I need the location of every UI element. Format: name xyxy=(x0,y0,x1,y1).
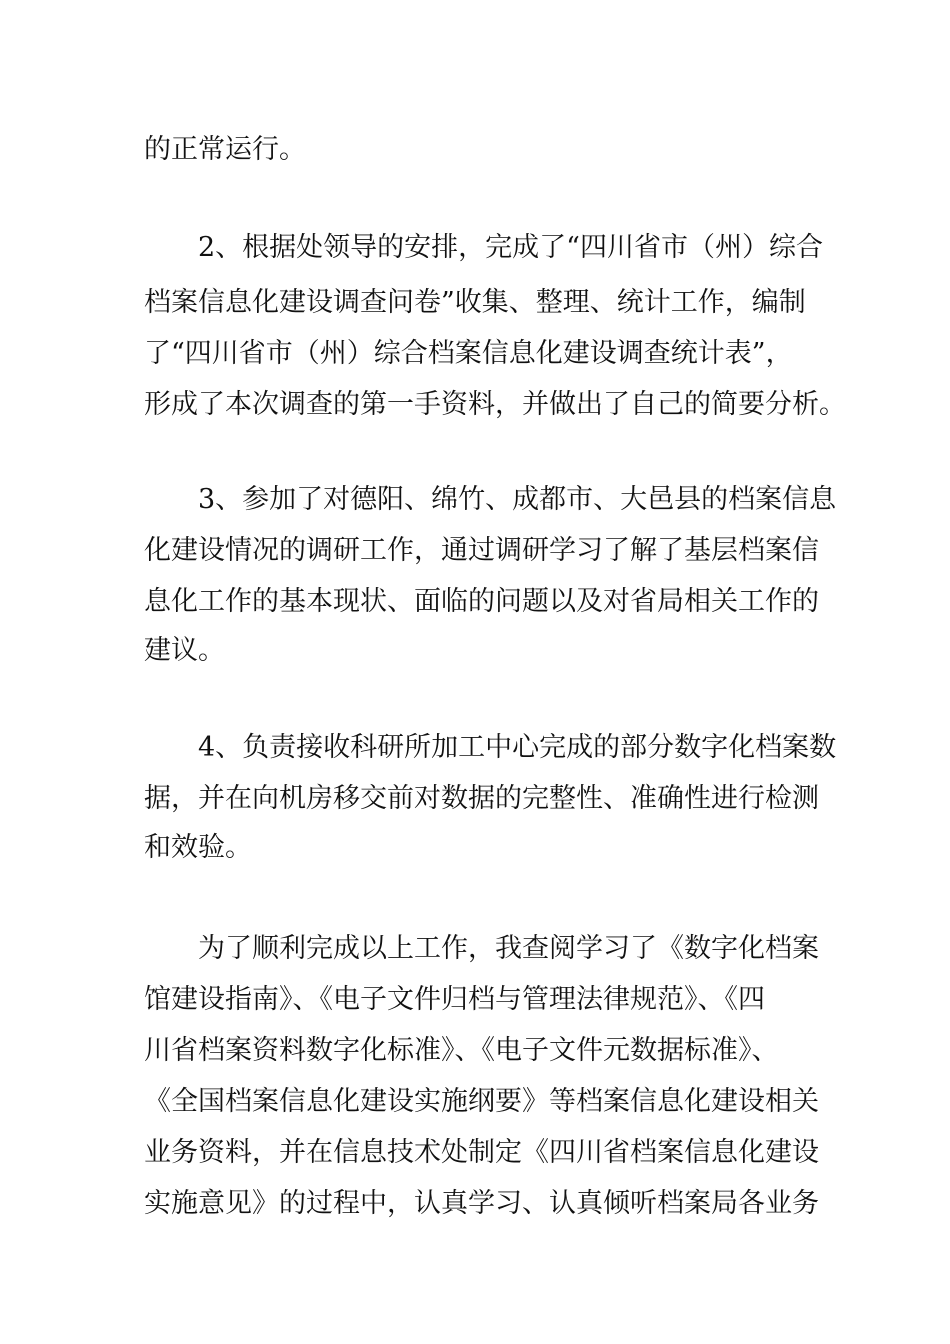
text-line: 《全国档案信息化建设实施纲要》等档案信息化建设相关 xyxy=(144,1086,819,1117)
text-line: 馆建设指南》、《电子文件归档与管理法律规范》、《四 xyxy=(144,984,765,1015)
text-line: 化建设情况的调研工作，通过调研学习了解了基层档案信 xyxy=(144,535,819,566)
text-line: 和效验。 xyxy=(144,832,252,863)
text-line: 了“四川省市（州）综合档案信息化建设调查统计表”， xyxy=(144,338,793,369)
text-line: 息化工作的基本现状、面临的问题以及对省局相关工作的 xyxy=(144,586,819,617)
text-line: 为了顺利完成以上工作，我查阅学习了《数字化档案 xyxy=(198,933,819,964)
text-line: 3、参加了对德阳、绵竹、成都市、大邑县的档案信息 xyxy=(198,484,837,515)
text-line: 4、负责接收科研所加工中心完成的部分数字化档案数 xyxy=(198,732,837,763)
text-line: 2、根据处领导的安排，完成了“四川省市（州）综合 xyxy=(198,232,823,263)
text-line: 实施意见》的过程中，认真学习、认真倾听档案局各业务 xyxy=(144,1188,819,1219)
text-line: 的正常运行。 xyxy=(144,134,306,165)
text-line: 档案信息化建设调查问卷”收集、整理、统计工作，编制 xyxy=(144,287,806,318)
text-line: 业务资料，并在信息技术处制定《四川省档案信息化建设 xyxy=(144,1137,819,1168)
text-line: 建议。 xyxy=(144,635,225,666)
text-line: 川省档案资料数字化标准》、《电子文件元数据标准》、 xyxy=(144,1035,779,1066)
text-line: 形成了本次调查的第一手资料，并做出了自己的简要分析。 xyxy=(144,389,846,420)
text-line: 据，并在向机房移交前对数据的完整性、准确性进行检测 xyxy=(144,783,819,814)
